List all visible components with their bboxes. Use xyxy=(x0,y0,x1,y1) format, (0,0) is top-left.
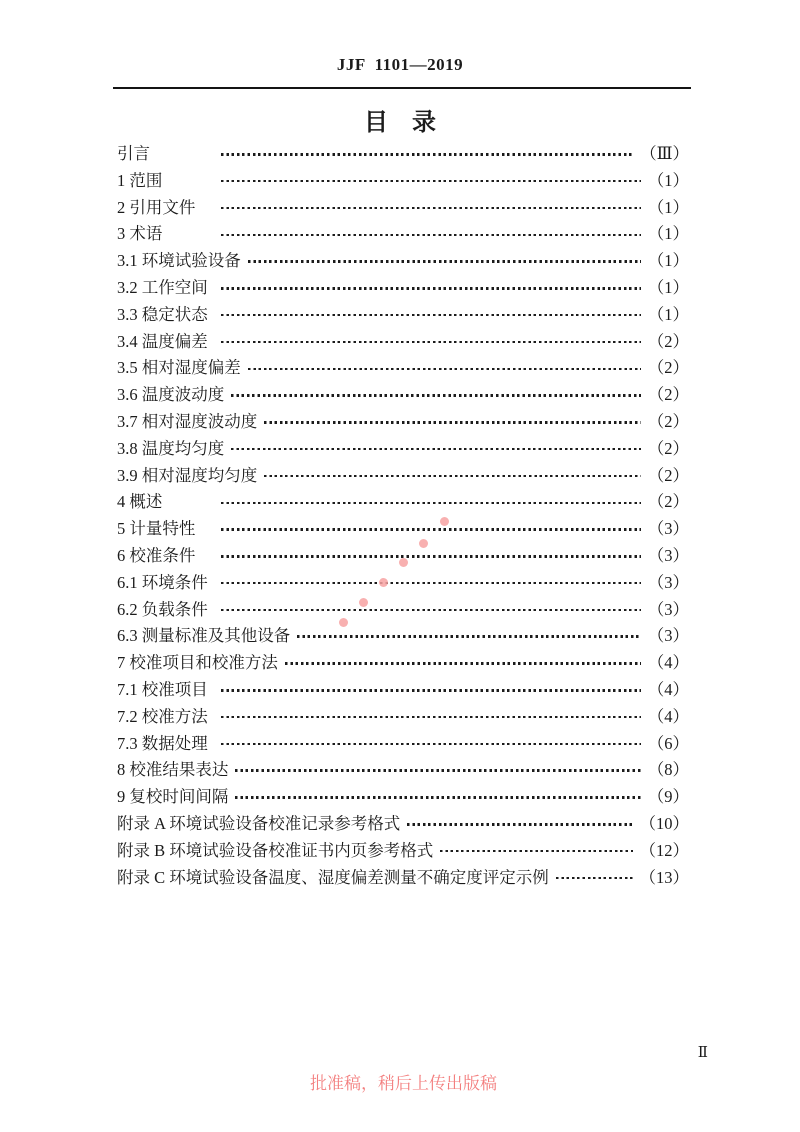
toc-entry-page-number: （1） xyxy=(647,304,689,324)
toc-entry xyxy=(117,168,689,195)
dot-leader xyxy=(235,769,640,772)
toc-entry-label: 附录 A 环境试验设备校准记录参考格式 xyxy=(117,813,401,833)
toc-entry-page-number: （2） xyxy=(647,385,689,405)
dot-leader xyxy=(221,287,641,290)
toc-entry-page-number: （Ⅲ） xyxy=(640,144,689,163)
toc-entry-page-number: （1） xyxy=(647,251,689,271)
toc-entry-label: 6.3 测量标准及其他设备 xyxy=(117,626,291,646)
page-title: 目 录 xyxy=(364,110,436,136)
toc-entry xyxy=(117,811,689,838)
toc-entry xyxy=(117,489,689,516)
dot-leader xyxy=(264,421,641,424)
toc-entry-label: 附录 B 环境试验设备校准证书内页参考格式 xyxy=(117,840,434,860)
toc-entry-page-number: （3） xyxy=(647,572,689,592)
dot-leader xyxy=(248,368,641,371)
toc-entry-page-number: （2） xyxy=(647,411,689,431)
toc-entry-label: 1 范围 xyxy=(117,170,163,190)
toc-entry-page-number: （6） xyxy=(647,733,689,753)
toc-entry-page-number: （1） xyxy=(647,197,689,217)
dot-leader xyxy=(221,528,641,531)
toc-entry-label: 3.9 相对湿度均匀度 xyxy=(117,465,258,485)
standard-code-header: JJF 1101—2019 xyxy=(336,55,464,74)
toc-entry xyxy=(117,195,689,222)
dot-leader xyxy=(297,635,641,638)
dot-leader xyxy=(221,207,641,210)
toc-entry xyxy=(117,329,689,356)
toc-entry xyxy=(117,302,689,329)
dot-leader xyxy=(221,314,641,317)
toc-entry-label: 3.5 相对湿度偏差 xyxy=(117,358,241,378)
dot-leader xyxy=(407,823,632,826)
toc-entry xyxy=(117,731,689,758)
dot-leader xyxy=(221,689,641,692)
toc-entry-page-number: （4） xyxy=(647,679,689,699)
toc-entry-page-number: （1） xyxy=(647,224,689,244)
dot-leader xyxy=(221,743,641,746)
toc-entry-page-number: （3） xyxy=(647,545,689,565)
dot-leader xyxy=(221,555,641,558)
toc-entry-page-number: （1） xyxy=(647,277,689,297)
toc-entry-label: 2 引用文件 xyxy=(117,197,196,217)
dot-leader xyxy=(556,877,633,880)
dot-leader xyxy=(221,582,641,585)
toc-entry-label: 3.3 稳定状态 xyxy=(117,304,208,324)
watermark-dot xyxy=(339,618,348,627)
toc-entry xyxy=(117,570,689,597)
footer-page-number: Ⅱ xyxy=(697,1045,708,1061)
toc-entry-label: 9 复校时间间隔 xyxy=(117,787,229,807)
toc-entry xyxy=(117,463,689,490)
toc-entry-page-number: （3） xyxy=(647,519,689,539)
dot-leader xyxy=(235,796,640,799)
toc-entry-label: 3.1 环境试验设备 xyxy=(117,251,241,271)
toc-entry xyxy=(117,141,689,168)
toc-entry-label: 3 术语 xyxy=(117,224,163,244)
toc-entry-label: 7.1 校准项目 xyxy=(117,679,208,699)
toc-entry xyxy=(117,409,689,436)
draft-status-watermark-text: 批准稿，稍后上传出版稿 xyxy=(310,1074,497,1093)
toc-entry-page-number: （1） xyxy=(647,170,689,190)
toc-entry xyxy=(117,838,689,865)
toc-entry-label: 3.6 温度波动度 xyxy=(117,385,225,405)
toc-entry-label: 3.4 温度偏差 xyxy=(117,331,208,351)
toc-entry-label: 引言 xyxy=(117,144,150,163)
toc-entry xyxy=(117,677,689,704)
toc-entry-page-number: （2） xyxy=(647,358,689,378)
toc-entry-page-number: （13） xyxy=(639,867,689,887)
toc-entry-page-number: （10） xyxy=(639,813,689,833)
table-of-contents xyxy=(117,141,689,891)
toc-entry-label: 7 校准项目和校准方法 xyxy=(117,653,278,673)
toc-entry-page-number: （2） xyxy=(647,438,689,458)
toc-entry-page-number: （2） xyxy=(647,465,689,485)
watermark-dot xyxy=(399,558,408,567)
watermark-dot xyxy=(359,598,368,607)
watermark-dot xyxy=(440,517,449,526)
dot-leader xyxy=(221,716,641,719)
toc-entry-page-number: （3） xyxy=(647,626,689,646)
toc-entry-page-number: （4） xyxy=(647,653,689,673)
toc-entry-page-number: （3） xyxy=(647,599,689,619)
dot-leader xyxy=(221,341,641,344)
dot-leader xyxy=(285,662,641,665)
toc-entry xyxy=(117,623,689,650)
toc-entry xyxy=(117,436,689,463)
toc-entry xyxy=(117,355,689,382)
dot-leader xyxy=(221,180,641,183)
toc-entry-page-number: （2） xyxy=(647,331,689,351)
toc-entry-label: 7.2 校准方法 xyxy=(117,706,208,726)
header-rule xyxy=(113,87,691,89)
toc-entry xyxy=(117,597,689,624)
toc-entry xyxy=(117,516,689,543)
toc-entry xyxy=(117,248,689,275)
dot-leader xyxy=(231,394,641,397)
dot-leader xyxy=(440,850,632,853)
toc-entry-page-number: （9） xyxy=(647,787,689,807)
toc-entry xyxy=(117,784,689,811)
toc-entry-label: 6.2 负载条件 xyxy=(117,599,208,619)
toc-entry xyxy=(117,757,689,784)
toc-entry-label: 6.1 环境条件 xyxy=(117,572,208,592)
toc-entry-page-number: （4） xyxy=(647,706,689,726)
toc-entry xyxy=(117,650,689,677)
toc-entry-label: 6 校准条件 xyxy=(117,545,196,565)
dot-leader xyxy=(248,260,641,263)
watermark-dot xyxy=(419,539,428,548)
toc-entry-label: 4 概述 xyxy=(117,492,163,512)
toc-entry xyxy=(117,382,689,409)
toc-entry-page-number: （2） xyxy=(647,492,689,512)
toc-entry xyxy=(117,704,689,731)
toc-entry-label: 5 计量特性 xyxy=(117,519,196,539)
toc-entry-label: 7.3 数据处理 xyxy=(117,733,208,753)
toc-entry-label: 3.7 相对湿度波动度 xyxy=(117,411,258,431)
dot-leader xyxy=(221,153,633,156)
watermark-dot xyxy=(379,578,388,587)
toc-entry-label: 8 校准结果表达 xyxy=(117,760,229,780)
toc-entry-label: 3.2 工作空间 xyxy=(117,277,208,297)
dot-leader xyxy=(221,234,641,237)
dot-leader xyxy=(264,475,641,478)
toc-entry xyxy=(117,221,689,248)
toc-entry-label: 3.8 温度均匀度 xyxy=(117,438,225,458)
dot-leader xyxy=(221,502,641,505)
toc-entry-label: 附录 C 环境试验设备温度、湿度偏差测量不确定度评定示例 xyxy=(117,867,549,887)
toc-entry-page-number: （12） xyxy=(639,840,689,860)
toc-entry-page-number: （8） xyxy=(647,760,689,780)
toc-entry xyxy=(117,275,689,302)
dot-leader xyxy=(221,609,641,612)
toc-entry xyxy=(117,865,689,892)
dot-leader xyxy=(231,448,641,451)
